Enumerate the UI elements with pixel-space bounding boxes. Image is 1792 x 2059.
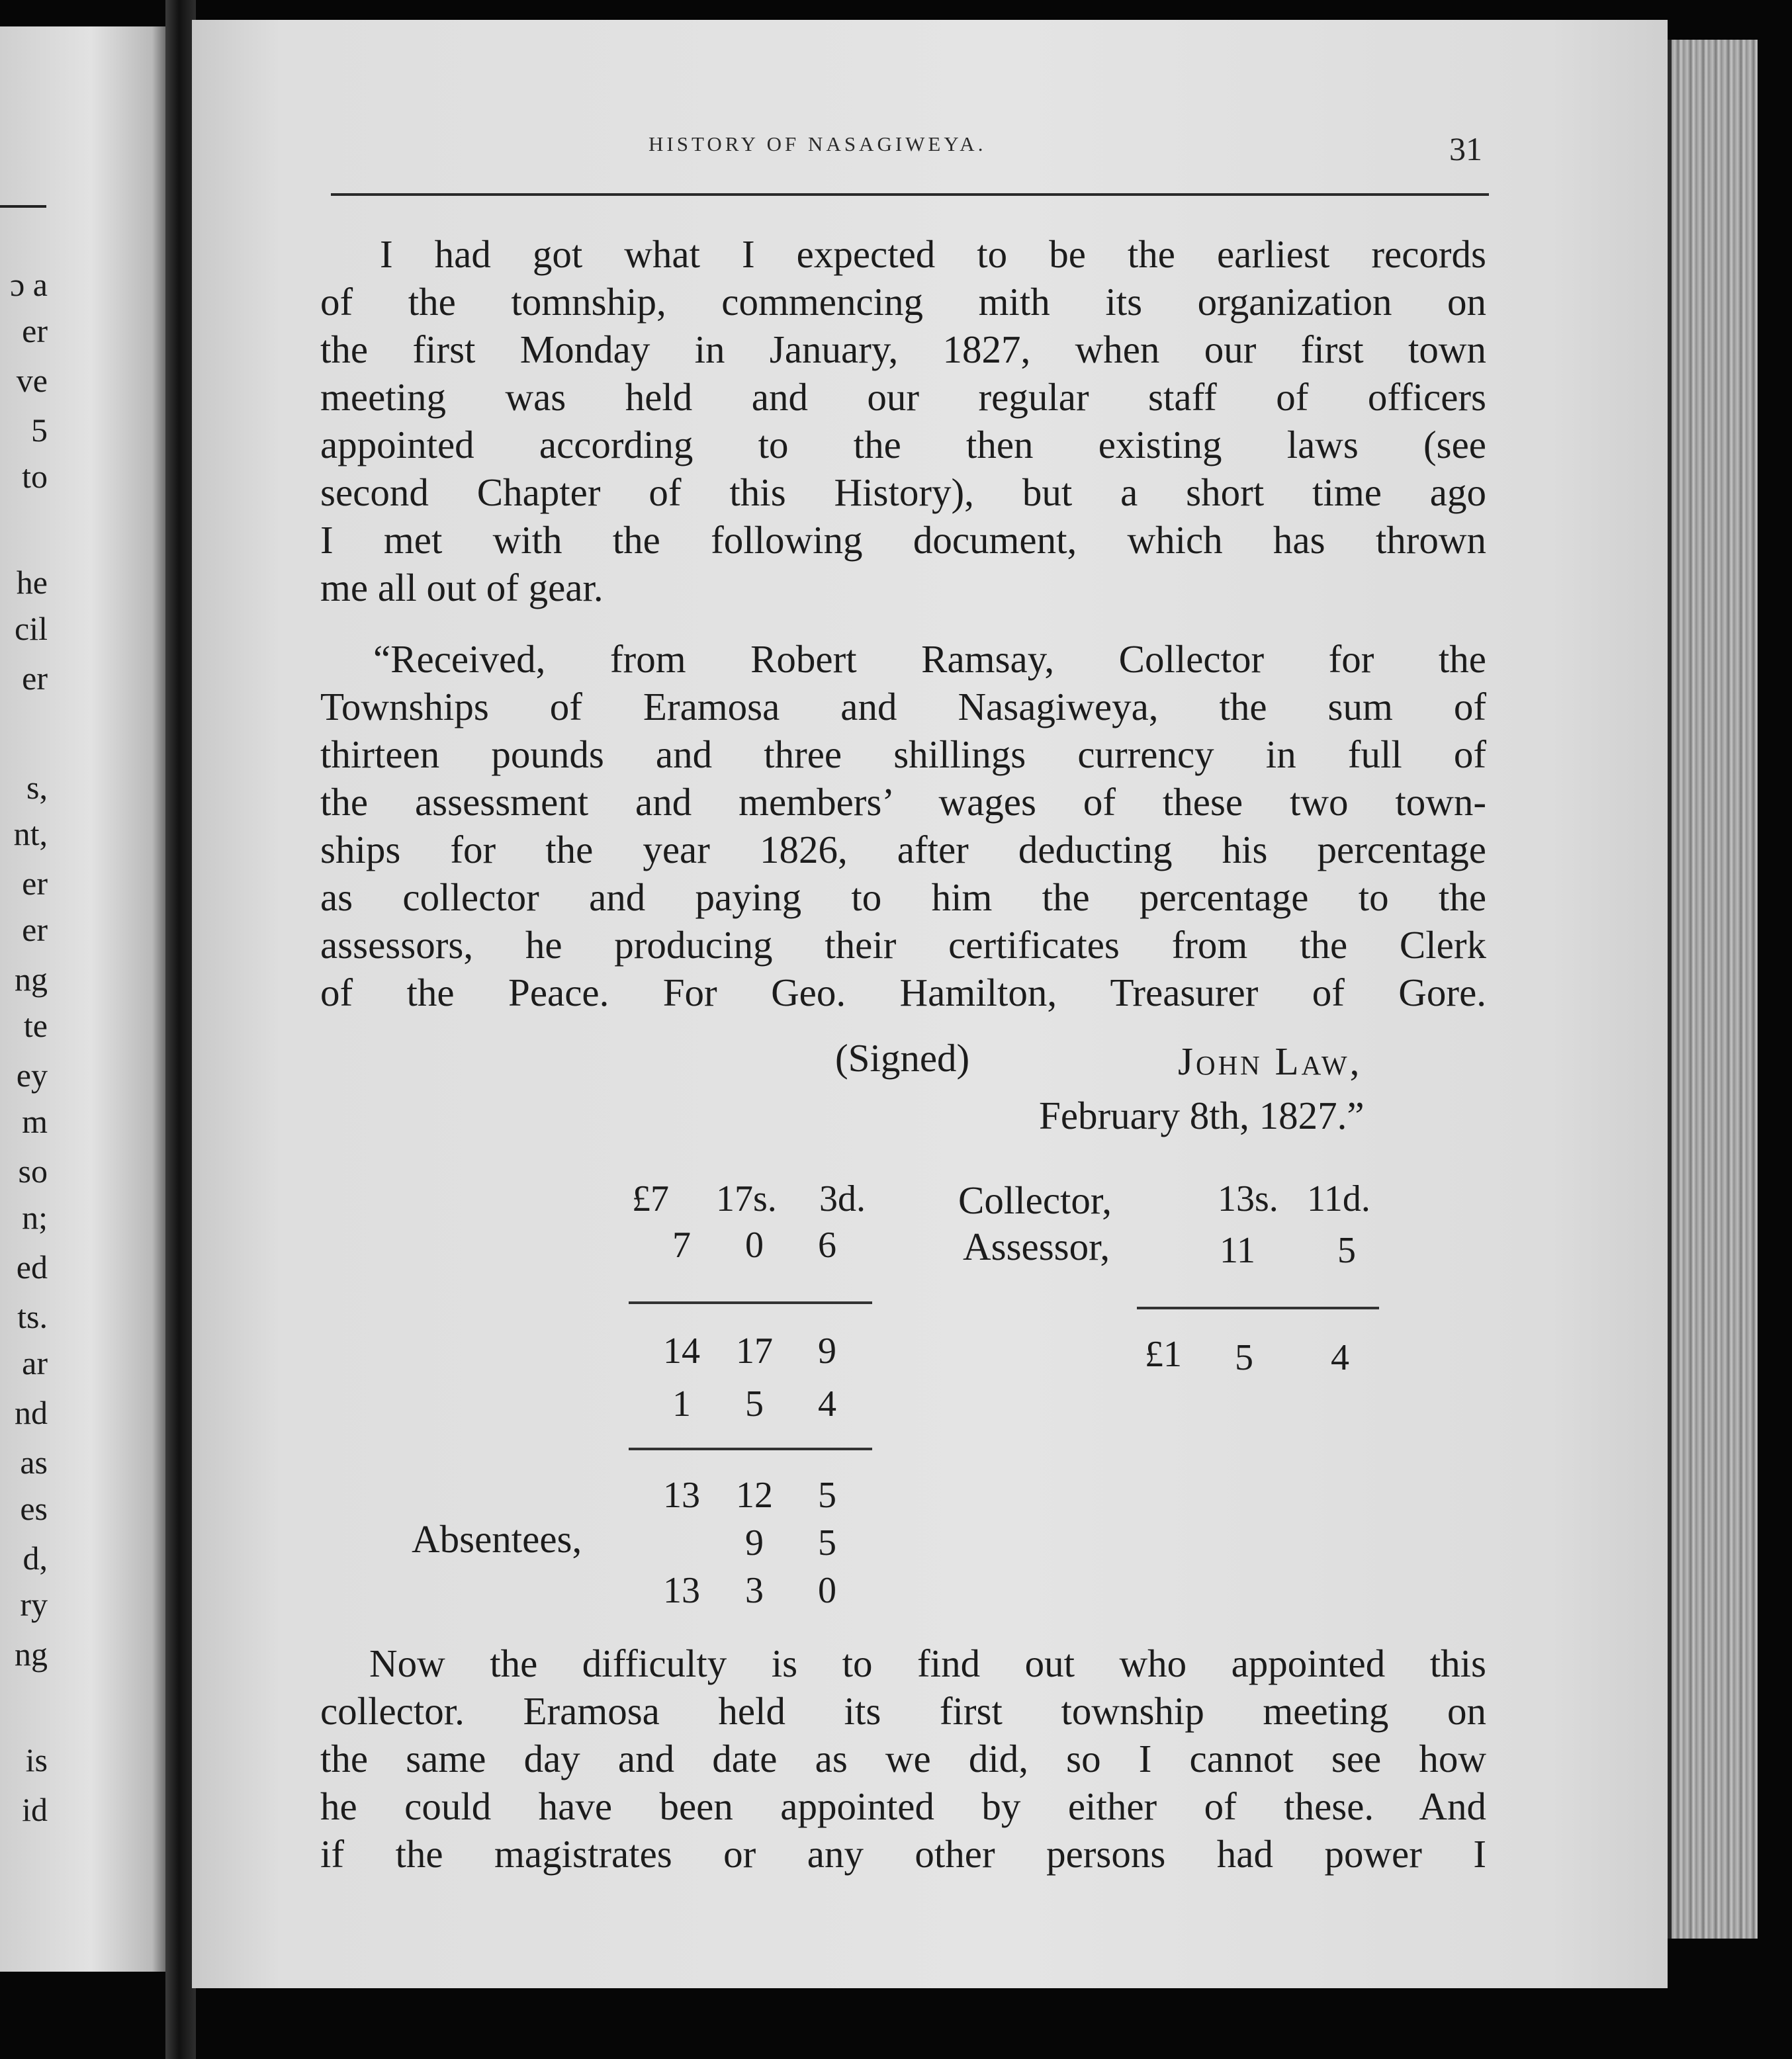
text-line: I had got what I expected to be the earliest records bbox=[380, 232, 1486, 276]
left-page-text-fragment: te bbox=[23, 1007, 48, 1044]
amount-pence: 9 bbox=[818, 1331, 836, 1372]
sum-rule bbox=[1137, 1307, 1379, 1309]
left-page-text-fragment: 5 bbox=[31, 412, 48, 449]
left-page-text-fragment: to bbox=[22, 458, 48, 495]
left-page-edge bbox=[0, 26, 165, 1972]
text-line: thirteen pounds and three shillings currency in full of bbox=[320, 732, 1486, 776]
paragraph-3 bbox=[320, 1640, 1486, 1878]
text-line: he could have been appointed by either of these. And bbox=[320, 1784, 1486, 1828]
amount-pence: 6 bbox=[818, 1225, 836, 1266]
text-line: appointed according to the then existing laws (see bbox=[320, 423, 1486, 466]
amount-shillings: 5 bbox=[745, 1383, 764, 1424]
amount-pounds: 14 bbox=[663, 1331, 700, 1372]
left-page-rule bbox=[0, 205, 46, 208]
absentees-label: Absentees, bbox=[412, 1517, 582, 1561]
left-page-text-fragment: ng bbox=[15, 961, 48, 998]
left-page-text-fragment: nt, bbox=[13, 815, 48, 852]
left-page-text-fragment: ve bbox=[16, 362, 48, 399]
left-page-text-fragment: m bbox=[22, 1103, 48, 1140]
amount-shillings: 12 bbox=[736, 1475, 773, 1516]
amount-shillings: 9 bbox=[745, 1522, 764, 1563]
left-page-text-fragment: is bbox=[25, 1741, 48, 1778]
text-line: of the tomnship, commencing mith its organization on bbox=[320, 280, 1486, 324]
left-page-text-fragment: nd bbox=[15, 1394, 48, 1431]
collector-label: Collector, bbox=[958, 1178, 1112, 1222]
paragraph-2-receipt bbox=[320, 635, 1486, 1016]
text-line: collector. Eramosa held its first township meeting on bbox=[320, 1689, 1486, 1733]
text-line: assessors, he producing their certificates from the Clerk bbox=[320, 923, 1486, 967]
left-page-text-fragment: cil bbox=[15, 610, 48, 647]
left-page-text-fragment: ar bbox=[22, 1344, 48, 1381]
left-page-text-fragment: id bbox=[22, 1791, 48, 1828]
amount-pounds: 7 bbox=[672, 1225, 691, 1266]
left-page-text-fragment: n; bbox=[22, 1199, 48, 1236]
left-page-text-fragment: d, bbox=[22, 1540, 48, 1577]
text-line: Now the difficulty is to find out who appointed this bbox=[369, 1642, 1486, 1685]
text-line: ships for the year 1826, after deducting his percentage bbox=[320, 828, 1486, 871]
amount-pence: 5 bbox=[818, 1522, 836, 1563]
page-number: 31 bbox=[1449, 130, 1482, 167]
signed-label: (Signed) bbox=[835, 1036, 970, 1080]
amount-shillings: 17s. bbox=[716, 1178, 777, 1219]
left-page-text-fragment: as bbox=[20, 1444, 48, 1481]
amount-pence: 5 bbox=[818, 1475, 836, 1516]
left-page-text-fragment: ts. bbox=[17, 1298, 48, 1335]
left-page-text-fragment: ɔ a bbox=[10, 266, 48, 303]
text-line: I met with the following document, which has thrown bbox=[320, 518, 1486, 562]
left-page-text-fragment: ry bbox=[20, 1586, 48, 1623]
amount-pence: 3d. bbox=[819, 1178, 866, 1219]
text-line: second Chapter of this History), but a short time ago bbox=[320, 470, 1486, 514]
amount-shillings: 0 bbox=[745, 1225, 764, 1266]
paragraph-1 bbox=[320, 230, 1486, 611]
left-page-text-fragment: es bbox=[20, 1490, 48, 1527]
text-line: the assessment and members’ wages of these two town- bbox=[320, 780, 1486, 824]
amount-pounds: £1 bbox=[1145, 1334, 1182, 1375]
amount-pence: 4 bbox=[818, 1383, 836, 1424]
text-line: Townships of Eramosa and Nasagiweya, the sum of bbox=[320, 685, 1486, 728]
left-page-text-fragment: er bbox=[22, 911, 48, 948]
left-page-text-fragment: s, bbox=[26, 769, 48, 806]
text-line: the same day and date as we did, so I cannot see how bbox=[320, 1737, 1486, 1780]
text-line: if the magistrates or any other persons had power I bbox=[320, 1832, 1486, 1876]
text-line: “Received, from Robert Ramsay, Collector for the bbox=[373, 637, 1486, 681]
assessor-label: Assessor, bbox=[963, 1225, 1110, 1268]
amount-pounds: 13 bbox=[663, 1570, 700, 1611]
signatory-name: John Law, bbox=[1178, 1039, 1363, 1083]
left-page-text-fragment: er bbox=[22, 660, 48, 697]
amount-pounds: 1 bbox=[672, 1383, 691, 1424]
amount-shillings: 17 bbox=[736, 1331, 773, 1372]
amount-pence: 5 bbox=[1337, 1230, 1356, 1271]
amount-pounds: £7 bbox=[632, 1178, 669, 1219]
header-rule bbox=[331, 193, 1489, 196]
sum-rule bbox=[629, 1301, 872, 1304]
left-page-text-fragment: so bbox=[18, 1153, 48, 1190]
text-line: me all out of gear. bbox=[320, 566, 604, 609]
left-page-text-fragment: ey bbox=[16, 1057, 48, 1094]
left-page-text-fragment: ng bbox=[15, 1636, 48, 1673]
running-title: HISTORY OF NASAGIWEYA. bbox=[649, 132, 987, 155]
left-page-text-fragment: er bbox=[22, 312, 48, 349]
text-line: the first Monday in January, 1827, when our first town bbox=[320, 328, 1486, 371]
amount-shillings: 11 bbox=[1220, 1230, 1255, 1271]
amount-pence: 0 bbox=[818, 1570, 836, 1611]
page-edges bbox=[1668, 40, 1758, 1939]
amount-shillings: 3 bbox=[745, 1570, 764, 1611]
receipt-date: February 8th, 1827.” bbox=[1039, 1094, 1365, 1137]
text-line: of the Peace. For Geo. Hamilton, Treasurer of Gore. bbox=[320, 971, 1486, 1014]
left-page-text-fragment: ed bbox=[16, 1249, 48, 1286]
amount-shillings: 13s. bbox=[1218, 1178, 1278, 1219]
sum-rule bbox=[629, 1448, 872, 1450]
left-page-text-fragment: er bbox=[22, 865, 48, 902]
text-line: as collector and paying to him the percentage to the bbox=[320, 875, 1486, 919]
amount-pounds: 13 bbox=[663, 1475, 700, 1516]
amount-shillings: 5 bbox=[1235, 1337, 1253, 1378]
left-page-text-fragment: he bbox=[16, 564, 48, 601]
amount-pence: 4 bbox=[1331, 1337, 1349, 1378]
amount-pence: 11d. bbox=[1307, 1178, 1370, 1219]
text-line: meeting was held and our regular staff of officers bbox=[320, 375, 1486, 419]
